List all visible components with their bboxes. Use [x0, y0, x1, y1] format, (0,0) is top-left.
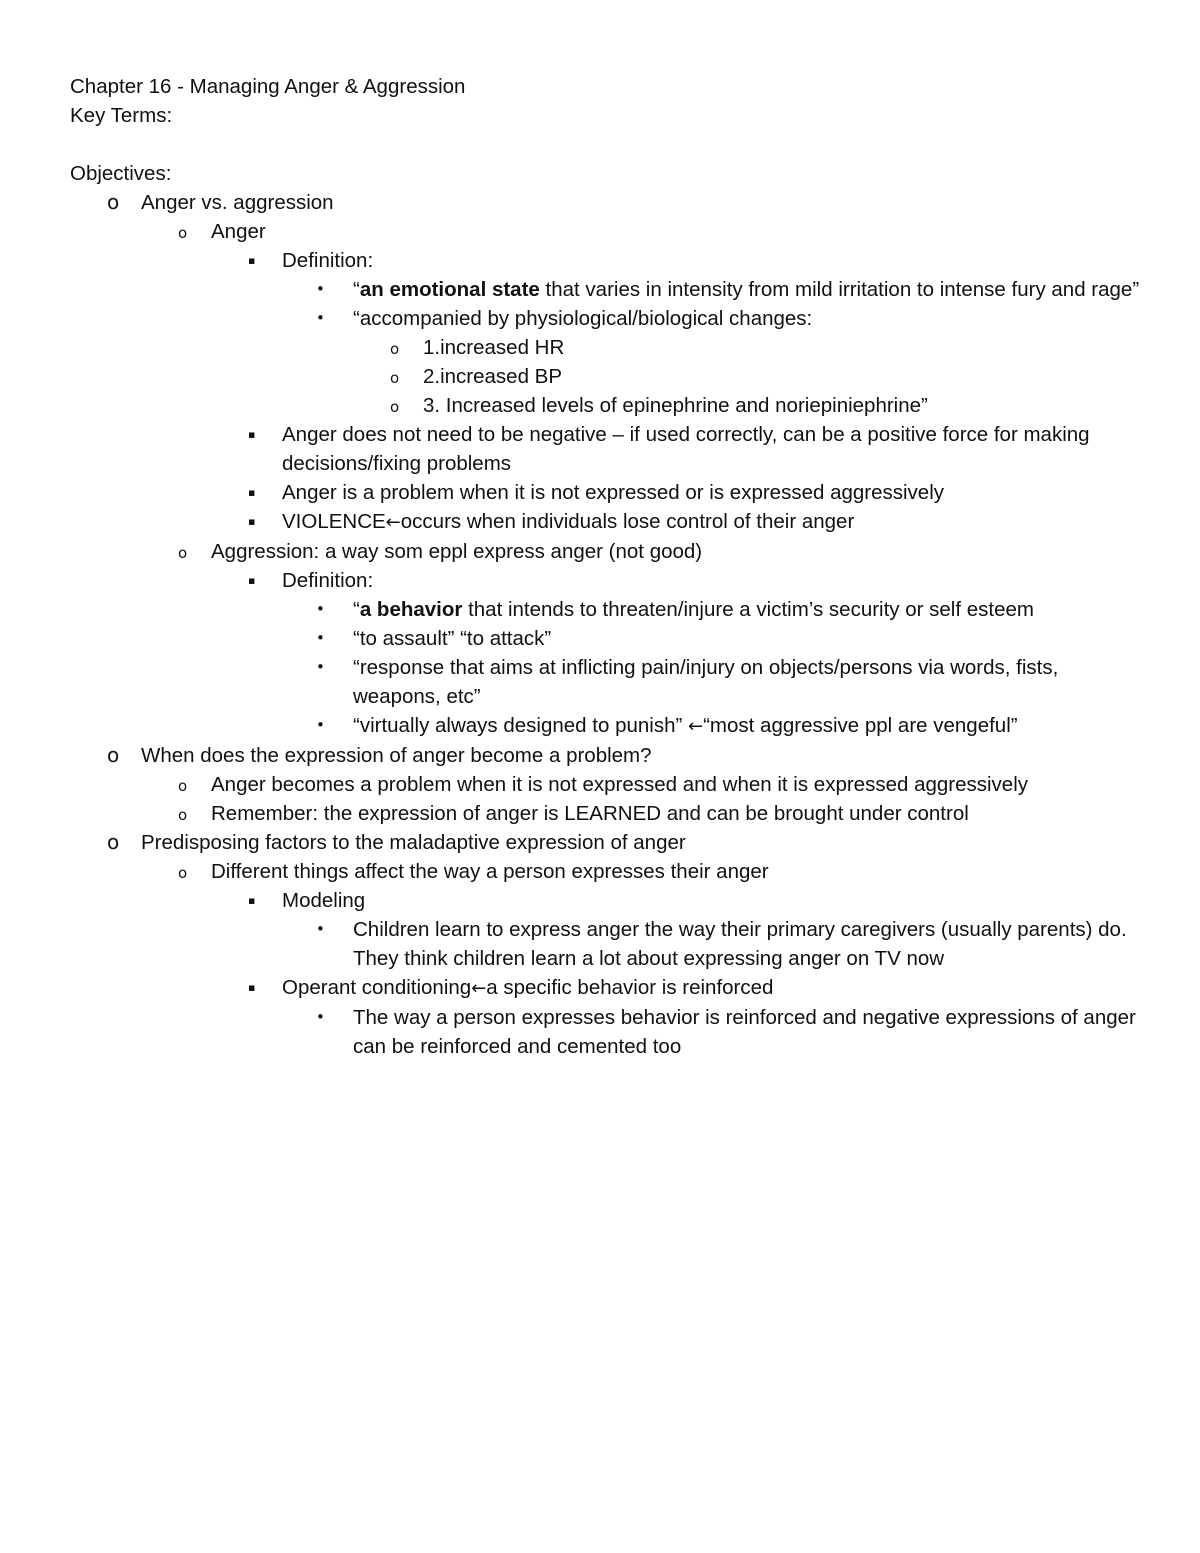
list-item-text: 1.increased HR: [423, 336, 565, 359]
filled-bullet-icon: •: [316, 1008, 325, 1026]
definition-text: that intends to threaten/injure a victim’s security or self esteem: [462, 598, 1034, 621]
list-item-text: Remember: the expression of anger is LEARNED and can be brought under control: [211, 802, 969, 825]
list-item-text: Definition:: [282, 569, 374, 592]
hollow-bullet-icon: o: [178, 224, 188, 242]
list-item-text: When does the expression of anger become a problem?: [141, 744, 652, 767]
definition-text: that varies in intensity from mild irritation to intense fury and rage”: [539, 278, 1140, 301]
hollow-bullet-icon: o: [178, 864, 188, 882]
bold-term: a behavior: [359, 598, 463, 621]
quote-open: “: [353, 278, 360, 301]
square-bullet-icon: ▪: [248, 574, 256, 587]
filled-bullet-icon: •: [316, 629, 325, 647]
list-item: [70, 653, 1150, 711]
list-item: [70, 973, 1150, 1003]
list-item-text: “response that aims at inflicting pain/injury on objects/persons via words, fists, weapons, etc”: [353, 656, 1059, 708]
list-item-text: Aggression: a way som eppl express anger (not good): [211, 540, 703, 563]
list-item-text: Children learn to express anger the way their primary caregivers (usually parents) do. They think children learn a lot about expressing anger on TV now: [353, 918, 1127, 970]
list-item: [70, 624, 1150, 653]
objectives-label: Objectives:: [70, 162, 172, 185]
left-arrow-icon: ←: [471, 978, 487, 999]
list-item: [70, 275, 1150, 304]
list-item: [70, 304, 1150, 333]
list-item-text: [353, 278, 1139, 301]
list-item: [70, 828, 1150, 857]
square-bullet-icon: ▪: [248, 894, 256, 907]
list-item: [70, 711, 1150, 741]
list-item-text: Anger vs. aggression: [141, 191, 334, 214]
hollow-bullet-icon: o: [390, 398, 400, 416]
list-item: [70, 333, 1150, 362]
hollow-bullet-icon: o: [178, 777, 188, 795]
list-item: [70, 886, 1150, 915]
list-item: [70, 1003, 1150, 1061]
punish-quote: “virtually always designed to punish”: [353, 714, 688, 737]
hollow-bullet-icon: o: [390, 340, 400, 358]
violence-detail: occurs when individuals lose control of their anger: [400, 510, 855, 533]
list-item-text: Predisposing factors to the maladaptive expression of anger: [141, 831, 686, 854]
hollow-bullet-icon: o: [178, 544, 188, 562]
hollow-bullet-icon: o: [390, 369, 400, 387]
violence-term: VIOLENCE: [282, 510, 386, 533]
hollow-bullet-icon: o: [107, 830, 120, 854]
square-bullet-icon: ▪: [248, 486, 256, 499]
filled-bullet-icon: •: [316, 716, 325, 734]
list-item-text: The way a person expresses behavior is reinforced and negative expressions of anger can be reinforced and cemented too: [353, 1006, 1136, 1058]
list-item: [70, 362, 1150, 391]
square-bullet-icon: ▪: [248, 428, 256, 441]
list-item-text: [282, 976, 773, 999]
filled-bullet-icon: •: [316, 658, 325, 676]
square-bullet-icon: ▪: [248, 981, 256, 994]
filled-bullet-icon: •: [316, 309, 325, 327]
vengeful-quote: “most aggressive ppl are vengeful”: [703, 714, 1018, 737]
list-item-text: Anger does not need to be negative – if used correctly, can be a positive force for making decisions/fixing problems: [282, 423, 1090, 475]
filled-bullet-icon: •: [316, 920, 325, 938]
filled-bullet-icon: •: [316, 280, 325, 298]
list-item: [70, 537, 1150, 566]
list-item-text: Definition:: [282, 249, 374, 272]
list-item: [70, 799, 1150, 828]
list-item: [70, 770, 1150, 799]
left-arrow-icon: ←: [385, 512, 401, 533]
square-bullet-icon: ▪: [248, 254, 256, 267]
list-item: [70, 478, 1150, 507]
list-item-text: [353, 598, 1034, 621]
list-item-text: “to assault” “to attack”: [353, 627, 552, 650]
list-item: [70, 420, 1150, 478]
list-item: [70, 391, 1150, 420]
list-item-text: Anger is a problem when it is not expressed or is expressed aggressively: [282, 481, 945, 504]
bold-term: an emotional state: [359, 278, 540, 301]
list-item: [70, 217, 1150, 246]
hollow-bullet-icon: o: [107, 743, 120, 767]
list-item: [70, 188, 1150, 217]
operant-detail: a specific behavior is reinforced: [486, 976, 774, 999]
list-item: [70, 741, 1150, 770]
list-item: [70, 507, 1150, 537]
list-item-text: 2.increased BP: [423, 365, 563, 388]
list-item: [70, 246, 1150, 275]
list-item-text: Anger: [211, 220, 266, 243]
list-item-text: [282, 510, 854, 533]
hollow-bullet-icon: o: [107, 190, 120, 214]
blank-line: [70, 130, 1150, 159]
operant-term: Operant conditioning: [282, 976, 472, 999]
key-terms-label: Key Terms:: [70, 104, 173, 127]
list-item: [70, 595, 1150, 624]
list-item-text: 3. Increased levels of epinephrine and noriepiniephrine”: [423, 394, 928, 417]
list-item: [70, 566, 1150, 595]
left-arrow-icon: ←: [688, 716, 704, 737]
page-title: Chapter 16 - Managing Anger & Aggression: [70, 75, 466, 98]
list-item-text: Anger becomes a problem when it is not expressed and when it is expressed aggressively: [211, 773, 1029, 796]
notes-body: [70, 72, 1150, 1061]
list-item: [70, 857, 1150, 886]
quote-open: “: [353, 598, 360, 621]
list-item-text: Different things affect the way a person expresses their anger: [211, 860, 769, 883]
hollow-bullet-icon: o: [178, 806, 188, 824]
list-item-text: [353, 714, 1018, 737]
list-item-text: Modeling: [282, 889, 366, 912]
list-item: [70, 915, 1150, 973]
square-bullet-icon: ▪: [248, 515, 256, 528]
filled-bullet-icon: •: [316, 600, 325, 618]
list-item-text: “accompanied by physiological/biological changes:: [353, 307, 813, 330]
